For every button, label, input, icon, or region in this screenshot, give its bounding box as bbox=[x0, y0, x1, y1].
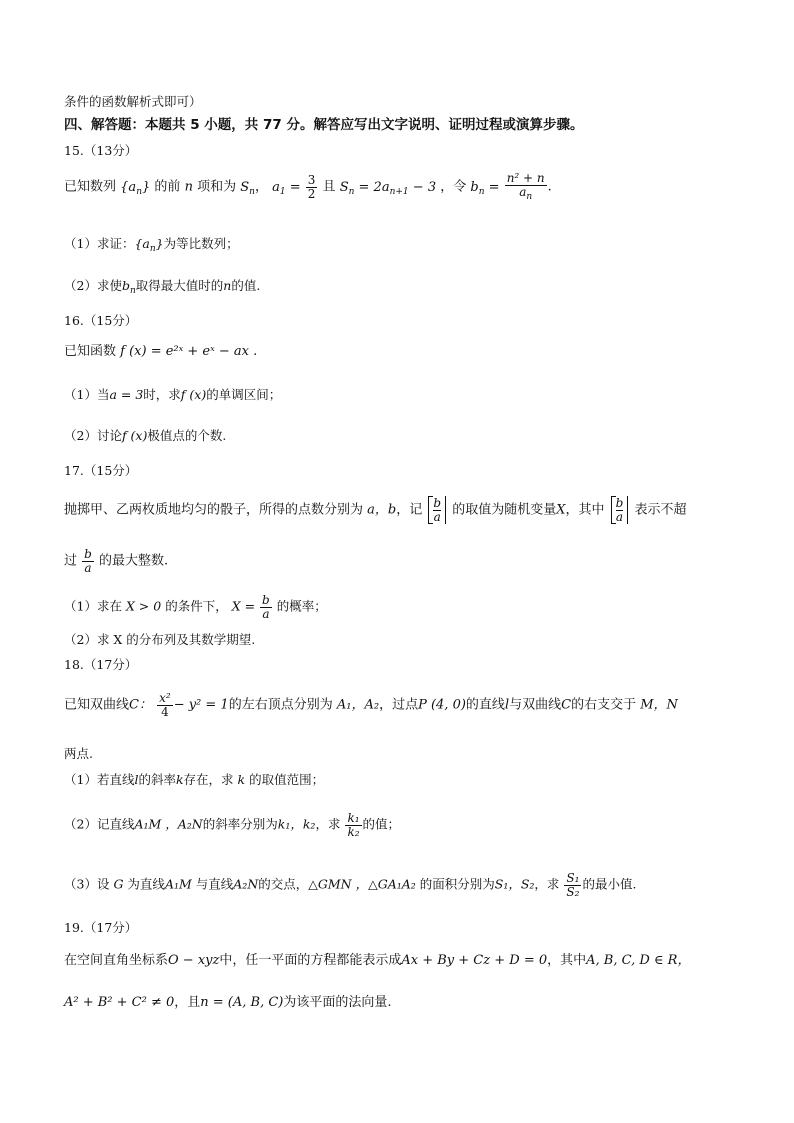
intro-tail: 条件的函数解析式即可） bbox=[64, 94, 202, 109]
q15-stem-text: 的前 bbox=[154, 179, 181, 195]
math-bn: $b_n$ bbox=[121, 278, 136, 296]
q19-stem-cont: A² + B² + C² ≠ 0，且n = (A, B, C)为该平面的法向量. bbox=[64, 995, 392, 1010]
math-bn: $b_n$ = bbox=[470, 179, 500, 197]
math-an-set: $\{a_n\}$ bbox=[120, 179, 151, 197]
math-n: n bbox=[184, 179, 193, 195]
q15-stem-text: 且 bbox=[322, 179, 336, 195]
q19-stem: 在空间直角坐标系O − xyz中，任一平面的方程都能表示成Ax + By + Cz + D = 0，其中A, B, C, D ∈ R， bbox=[64, 953, 691, 968]
q16-stem: 已知函数 f (x) = e²ˣ + eˣ − ax . bbox=[64, 344, 258, 359]
math-fx-def: f (x) = e²ˣ + eˣ − ax . bbox=[120, 344, 258, 359]
q17-part2: （2）求 X 的分布列及其数学期望. bbox=[64, 632, 256, 647]
math-Sn: $S_n$ bbox=[240, 179, 255, 197]
math-a1: $a_1$ = bbox=[272, 179, 301, 197]
frac-k1-k2: $\frac{\text{k₁}}{\text{k₂}}$ bbox=[347, 811, 360, 839]
floor-bracket: $\frac{b}{a}$ bbox=[611, 496, 629, 524]
frac-x2-4: $\frac{\text{x²}}{4}$ bbox=[159, 691, 171, 719]
q16-part2: （2）讨论f (x)极值点的个数. bbox=[64, 428, 227, 443]
q15-stem-text: ，令 bbox=[440, 179, 467, 195]
section-heading: 四、解答题：本题共 5 小题，共 77 分。解答应写出文字说明、证明过程或演算步骤。 bbox=[64, 117, 584, 133]
q17-stem: 抛掷甲、乙两枚质地均匀的骰子，所得的点数分别为 a，b，记 $\frac{b}{a}$ 的取值为随机变量X，其中 $\frac{b}{a}$ 表示不超 bbox=[64, 496, 687, 524]
q17-stem-cont: 过 $\frac{b}{a}$ 的最大整数. bbox=[64, 547, 169, 575]
q18-part2: （2）记直线A₁M ，A₂N的斜率分别为k₁，k₂，求 $\frac{\text{k₁}}{\text{k₂}}$ 的值； bbox=[64, 811, 401, 839]
q18-part1: （1）若直线l的斜率k存在，求 k 的取值范围； bbox=[64, 772, 325, 787]
floor-bracket: $\frac{b}{a}$ bbox=[428, 496, 446, 524]
math-Sn-rel: $S_n = 2a_{n+1} - 3$ bbox=[339, 179, 437, 197]
q15-part1: （1）求证：$\{a_n\}$为等比数列； bbox=[64, 236, 239, 254]
q17-part1: （1）求在 X > 0 的条件下， X = $\frac{b}{a}$ 的概率； bbox=[64, 593, 327, 621]
q19-label: 19.（17分） bbox=[64, 920, 138, 935]
q17-label: 17.（15分） bbox=[64, 463, 138, 478]
q18-label: 18.（17分） bbox=[64, 657, 138, 672]
frac-bn: $\frac{\text{n² + n}}{a_n}$ bbox=[506, 171, 545, 202]
q15-label: 15.（13分） bbox=[64, 143, 138, 158]
q18-stem: 已知双曲线C： $\frac{\text{x²}}{4}$ − y² = 1的左右顶点分别为 A₁，A₂，过点P (4, 0)的直线l与双曲线C的右支交于 M，N bbox=[64, 691, 678, 719]
q18-part3: （3）设 G 为直线A₁M 与直线A₂N的交点，△GMN ，△GA₁A₂ 的面积分别为S₁，S₂，求 $\frac{\text{S₁}}{\text{S₂}}$ 的最小值. bbox=[64, 871, 637, 899]
q15-stem: 已知数列 $\{a_n\}$ 的前 n 项和为 $S_n$， $a_1$ = $\frac{3}{2}$ 且 $S_n = 2a_{n+1} - 3$ ，令 $b_n$ = $\frac{\text{n² + n}}{a_n}$ . bbox=[64, 171, 552, 202]
q15-stem-text: 项和为 bbox=[197, 179, 237, 195]
q16-part1: （1）当a = 3时，求f (x)的单调区间； bbox=[64, 387, 282, 402]
q15-part2: （2）求使$b_n$取得最大值时的n的值. bbox=[64, 278, 261, 296]
q15-stem-text: 已知数列 bbox=[64, 179, 117, 195]
frac-b-a: $\frac{b}{a}$ bbox=[84, 547, 92, 575]
math-an-set: $\{a_n\}$ bbox=[134, 236, 164, 254]
frac-3-2: $\frac{3}{2}$ bbox=[307, 172, 316, 201]
q18-stem-cont: 两点. bbox=[64, 746, 93, 761]
frac-b-a: $\frac{b}{a}$ bbox=[262, 593, 270, 621]
q16-label: 16.（15分） bbox=[64, 313, 138, 328]
frac-S1-S2: $\frac{\text{S₁}}{\text{S₂}}$ bbox=[566, 871, 580, 899]
